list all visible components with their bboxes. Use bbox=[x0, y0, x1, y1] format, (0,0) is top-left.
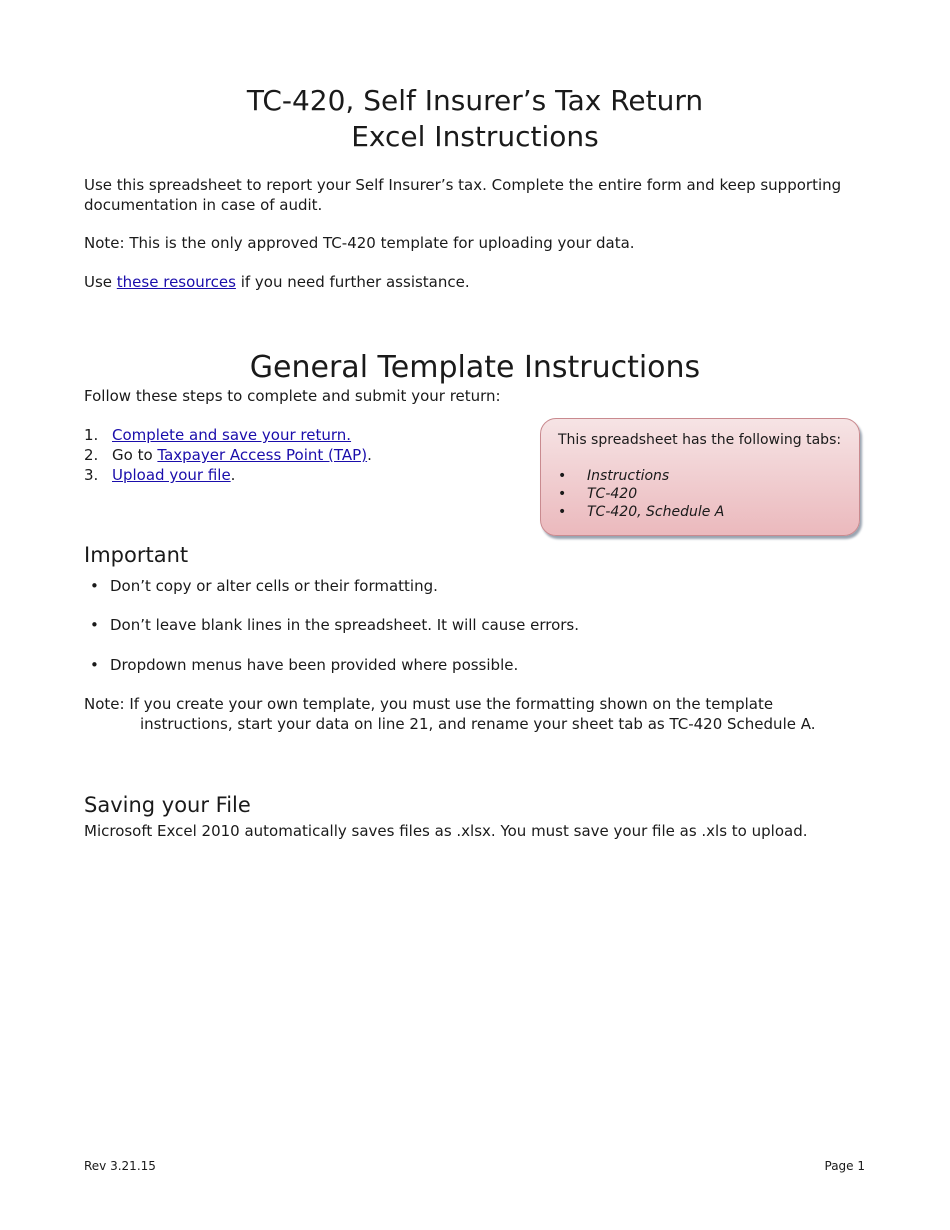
step-prefix: Go to bbox=[112, 446, 158, 464]
important-heading: Important bbox=[84, 543, 189, 567]
tap-link[interactable]: Taxpayer Access Point (TAP) bbox=[157, 446, 368, 464]
important-item bbox=[90, 576, 438, 596]
step-number: 2. bbox=[84, 446, 99, 464]
title-line-2: Excel Instructions bbox=[351, 120, 599, 153]
bullet-icon: • bbox=[90, 656, 99, 674]
step-number: 3. bbox=[84, 466, 99, 484]
tab-list-item bbox=[558, 485, 724, 503]
step-suffix: . bbox=[367, 446, 372, 464]
intro-paragraph: Use this spreadsheet to report your Self Insurer’s tax. Complete the entire form and keep supporting documentation in case of audit. bbox=[84, 176, 842, 214]
tabs-list bbox=[558, 467, 724, 521]
bullet-icon: • bbox=[558, 504, 567, 520]
intro-note: Note: This is the only approved TC-420 template for uploading your data. bbox=[84, 234, 635, 252]
bullet-icon: • bbox=[90, 616, 99, 634]
tab-list-item bbox=[558, 503, 724, 521]
bullet-icon: • bbox=[558, 468, 567, 484]
important-item bbox=[90, 655, 518, 675]
saving-heading: Saving your File bbox=[84, 793, 251, 817]
important-text: Don’t copy or alter cells or their formatting. bbox=[110, 577, 438, 595]
complete-save-return-link[interactable]: Complete and save your return. bbox=[112, 426, 352, 444]
template-note-line-1: Note: If you create your own template, you must use the formatting shown on the template bbox=[84, 695, 774, 713]
resources-link[interactable]: these resources bbox=[116, 273, 236, 291]
saving-text: Microsoft Excel 2010 automatically saves files as .xlsx. You must save your file as .xls to upload. bbox=[84, 822, 808, 840]
general-heading: General Template Instructions bbox=[249, 350, 701, 385]
bullet-icon: • bbox=[90, 577, 99, 595]
important-item bbox=[90, 615, 579, 635]
tabs-callout-box bbox=[540, 418, 860, 536]
page-title bbox=[0, 83, 950, 155]
page-number: Page 1 bbox=[824, 1159, 865, 1173]
step-item bbox=[84, 445, 504, 465]
title-line-1: TC-420, Self Insurer’s Tax Return bbox=[246, 84, 704, 117]
general-lead: Follow these steps to complete and submit your return: bbox=[84, 387, 501, 405]
step-number: 1. bbox=[84, 426, 99, 444]
tab-list-item bbox=[558, 467, 724, 485]
template-note bbox=[84, 694, 874, 734]
tab-name: TC-420 bbox=[587, 486, 638, 502]
resources-line bbox=[84, 272, 864, 292]
tab-name: Instructions bbox=[587, 468, 670, 484]
template-note-line-2: instructions, start your data on line 21, and rename your sheet tab as TC-420 Schedule A. bbox=[140, 715, 816, 733]
step-suffix: . bbox=[230, 466, 236, 484]
step-item bbox=[84, 425, 504, 445]
step-item bbox=[84, 465, 504, 485]
steps-list bbox=[84, 425, 504, 485]
resources-suffix: if you need further assistance. bbox=[235, 273, 470, 291]
tabs-box-intro: This spreadsheet has the following tabs: bbox=[558, 432, 842, 448]
resources-prefix: Use bbox=[84, 273, 117, 291]
revision-label: Rev 3.21.15 bbox=[84, 1159, 156, 1173]
upload-file-link[interactable]: Upload your file bbox=[112, 466, 231, 484]
important-text: Dropdown menus have been provided where possible. bbox=[110, 656, 519, 674]
important-text: Don’t leave blank lines in the spreadsheet. It will cause errors. bbox=[110, 616, 580, 634]
tab-name: TC-420, Schedule A bbox=[587, 504, 725, 520]
bullet-icon: • bbox=[558, 486, 567, 502]
